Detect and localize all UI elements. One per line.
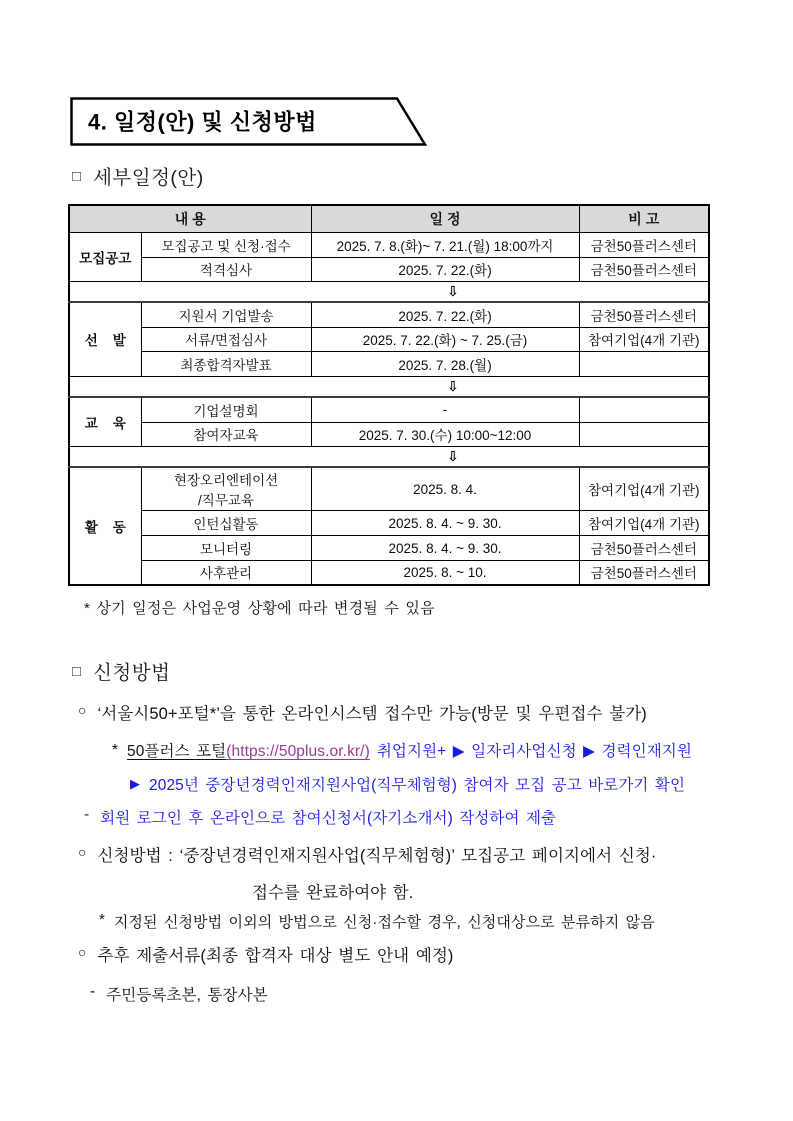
- note-cell: 참여기업(4개 기관): [579, 467, 709, 511]
- portal-menu-path: 취업지원+ ▶ 일자리사업신청 ▶ 경력인재지원: [376, 743, 692, 760]
- section-heading-label: 세부일정(안): [93, 167, 204, 189]
- date-cell: 2025. 7. 22.(화): [311, 257, 579, 281]
- date-cell: 2025. 7. 22.(화) ~ 7. 25.(금): [311, 327, 579, 351]
- down-arrow-icon: ⇩: [447, 378, 459, 395]
- arrow-divider-row: [69, 446, 709, 467]
- header-note: 비 고: [579, 205, 709, 232]
- note-cell: 참여기업(4개 기관): [579, 327, 709, 351]
- bullet-text: 지정된 신청방법 이외의 방법으로 신청·접수할 경우, 신청대상으로 분류하지 않음: [113, 914, 655, 931]
- item-cell: 모니터링: [141, 536, 311, 561]
- note-cell: [579, 422, 709, 446]
- circle-bullet-icon: ○: [78, 944, 87, 960]
- bullet-login-submit: [84, 806, 556, 828]
- bullet-portal-path: [112, 739, 692, 761]
- arrow-divider-row: [69, 281, 709, 302]
- circle-bullet-icon: ○: [78, 844, 87, 860]
- date-cell: 2025. 7. 28.(월): [311, 351, 579, 376]
- title-banner: [70, 97, 432, 147]
- table-row: [69, 232, 709, 257]
- note-cell: 금천50플러스센터: [579, 232, 709, 257]
- section-heading-apply: [72, 657, 170, 685]
- date-cell: -: [311, 397, 579, 422]
- category-cell: 교 육: [69, 397, 141, 446]
- item-cell: 사후관리: [141, 561, 311, 585]
- bullet-text: 추후 제출서류(최종 합격자 대상 별도 안내 예정): [97, 947, 454, 965]
- bullet-text: 회원 로그인 후 온라인으로 참여신청서(자기소개서) 작성하여 제출: [100, 810, 557, 827]
- asterisk-bullet-icon: *: [99, 911, 105, 928]
- date-cell: 2025. 7. 8.(화)~ 7. 21.(월) 18:00까지: [311, 232, 579, 257]
- bullet-text: ‘서울시50+포털*’을 통한 온라인시스템 접수만 가능(방문 및 우편접수 불가): [97, 705, 647, 723]
- dash-bullet-icon: -: [90, 983, 96, 1000]
- item-cell: [141, 467, 311, 511]
- item-cell: 기업설명회: [141, 397, 311, 422]
- item-cell: 적격심사: [141, 257, 311, 281]
- table-row: [69, 467, 709, 511]
- note-cell: 참여기업(4개 기관): [579, 511, 709, 536]
- table-row: [69, 257, 709, 281]
- page-title: 4. 일정(안) 및 신청방법: [88, 109, 317, 135]
- section-heading-label: 신청방법: [93, 662, 171, 684]
- date-cell: 2025. 8. 4. ~ 9. 30.: [311, 511, 579, 536]
- square-bullet-icon: □: [72, 662, 82, 680]
- bullet-apply-method-continued: 접수를 완료하여야 함.: [252, 884, 414, 902]
- schedule-footnote: * 상기 일정은 사업운영 상황에 따라 변경될 수 있음: [84, 600, 435, 617]
- portal-label: 50플러스 포털: [127, 743, 227, 760]
- table-row: [69, 561, 709, 585]
- category-cell: 모집공고: [69, 232, 141, 281]
- table-row: [69, 536, 709, 561]
- asterisk-bullet-icon: *: [112, 742, 119, 759]
- circle-bullet-icon: ○: [78, 702, 87, 718]
- section-heading-schedule: [72, 162, 204, 190]
- table-header-row: [69, 205, 709, 232]
- item-cell: 서류/면접심사: [141, 327, 311, 351]
- date-cell: 2025. 8. 4.: [311, 467, 579, 511]
- note-cell: 금천50플러스센터: [579, 302, 709, 327]
- bullet-apply-method: [78, 842, 657, 866]
- item-cell: 참여자교육: [141, 422, 311, 446]
- bullet-text: 신청방법 : ‘중장년경력인재지원사업(직무체험형)’ 모집공고 페이지에서 신청·: [97, 847, 657, 865]
- header-content: 내 용: [69, 205, 311, 232]
- portal-link[interactable]: (https://50plus.or.kr/): [226, 743, 370, 760]
- bullet-text: 2025년 중장년경력인재지원사업(직무체험형) 참여자 모집 공고 바로가기 확인: [149, 777, 686, 794]
- category-cell: 선 발: [69, 302, 141, 376]
- down-arrow-icon: ⇩: [447, 283, 459, 300]
- table-row: [69, 511, 709, 536]
- triangle-bullet-icon: ▶: [130, 776, 140, 791]
- item-cell: 인턴십활동: [141, 511, 311, 536]
- schedule-table: [68, 204, 710, 586]
- note-cell: [579, 397, 709, 422]
- item-line1: 현장오리엔테이션: [173, 473, 279, 488]
- table-row: [69, 302, 709, 327]
- date-cell: 2025. 7. 30.(수) 10:00~12:00: [311, 422, 579, 446]
- note-cell: 금천50플러스센터: [579, 561, 709, 585]
- date-cell: 2025. 8. 4. ~ 9. 30.: [311, 536, 579, 561]
- note-cell: 금천50플러스센터: [579, 257, 709, 281]
- bullet-notice-link: [130, 773, 685, 795]
- header-date: 일 정: [311, 205, 579, 232]
- bullet-text: 주민등록초본, 통장사본: [106, 987, 268, 1004]
- item-cell: 최종합격자발표: [141, 351, 311, 376]
- arrow-divider-row: [69, 376, 709, 397]
- table-row: [69, 351, 709, 376]
- bullet-documents: [78, 942, 454, 966]
- note-cell: [579, 351, 709, 376]
- item-cell: 모집공고 및 신청·접수: [141, 232, 311, 257]
- date-cell: 2025. 7. 22.(화): [311, 302, 579, 327]
- bullet-method-warning: [99, 911, 655, 932]
- table-row: [69, 327, 709, 351]
- table-row: [69, 422, 709, 446]
- table-row: [69, 397, 709, 422]
- bullet-document-list: [90, 983, 268, 1005]
- note-cell: 금천50플러스센터: [579, 536, 709, 561]
- square-bullet-icon: □: [72, 167, 82, 185]
- category-cell: 활 동: [69, 467, 141, 585]
- down-arrow-icon: ⇩: [447, 448, 459, 465]
- bullet-online-apply: [78, 700, 647, 724]
- item-cell: 지원서 기업발송: [141, 302, 311, 327]
- date-cell: 2025. 8. ~ 10.: [311, 561, 579, 585]
- item-line2: /직무교육: [198, 493, 254, 508]
- dash-bullet-icon: -: [84, 806, 90, 823]
